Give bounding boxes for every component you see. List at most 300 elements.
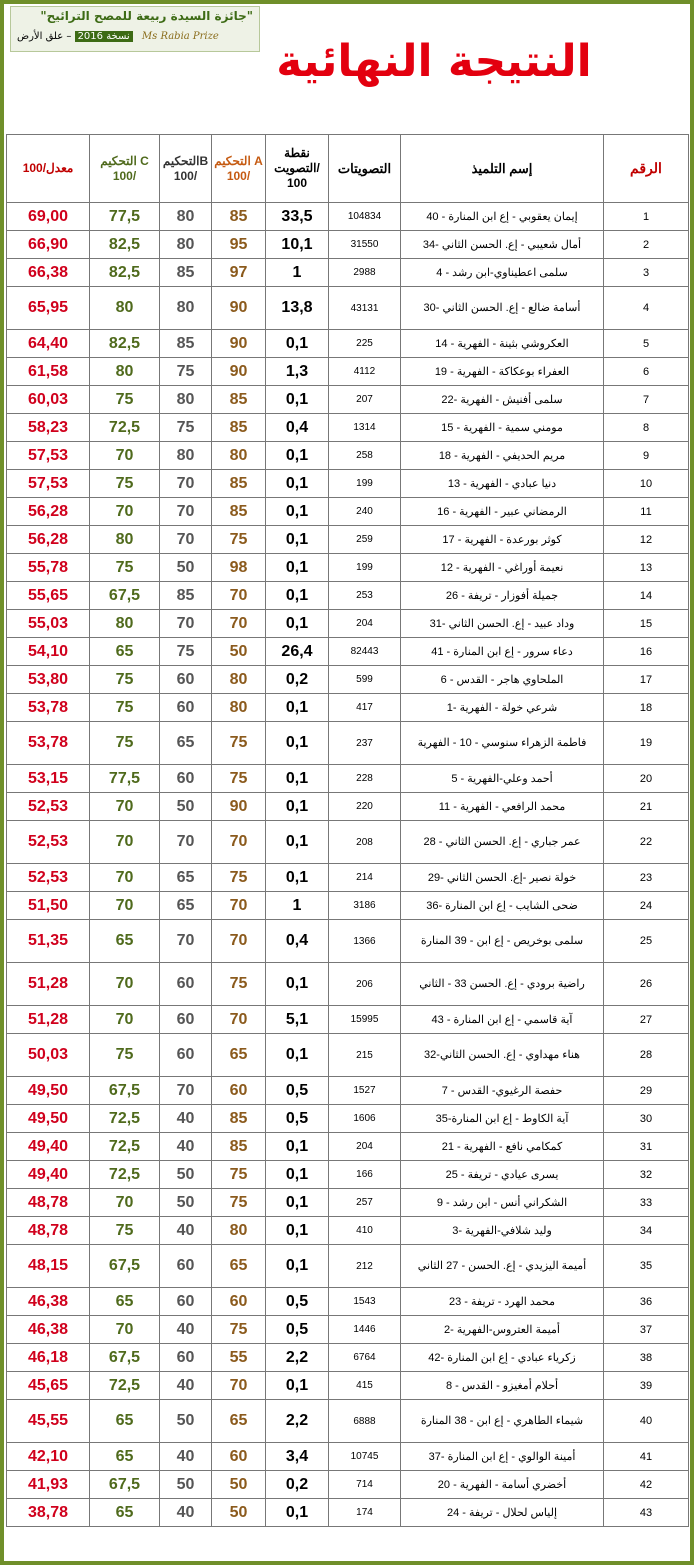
average-cell: 60,03 [7, 386, 90, 414]
judge-c-cell: 82,5 [90, 330, 160, 358]
vote-score-cell: 0,1 [266, 963, 329, 1006]
average-cell: 66,38 [7, 259, 90, 287]
average-cell: 46,38 [7, 1288, 90, 1316]
judge-c-cell: 70 [90, 1006, 160, 1034]
votes-cell: 237 [329, 722, 401, 765]
judge-c-cell: 75 [90, 554, 160, 582]
judge-b-cell: 50 [160, 793, 212, 821]
average-cell: 46,38 [7, 1316, 90, 1344]
table-row [7, 1344, 689, 1372]
average-cell: 41,93 [7, 1471, 90, 1499]
column-header-rank: الرقم [604, 135, 689, 203]
average-cell: 49,40 [7, 1133, 90, 1161]
average-cell: 51,28 [7, 963, 90, 1006]
average-cell: 64,40 [7, 330, 90, 358]
judge-c-cell: 77,5 [90, 765, 160, 793]
judge-c-cell: 75 [90, 386, 160, 414]
average-cell: 57,53 [7, 442, 90, 470]
judge-b-cell: 80 [160, 203, 212, 231]
judge-c-cell: 65 [90, 1499, 160, 1527]
student-name-cell: وليد شلافي-الفهرية -3 [401, 1217, 604, 1245]
vote-score-cell: 0,1 [266, 610, 329, 638]
rank-cell: 43 [604, 1499, 689, 1527]
vote-score-cell: 0,1 [266, 442, 329, 470]
rank-cell: 36 [604, 1288, 689, 1316]
student-name-cell: نعيمة أوراغي - الفهرية - 12 [401, 554, 604, 582]
judge-c-cell: 75 [90, 722, 160, 765]
average-cell: 65,95 [7, 287, 90, 330]
student-name-cell: جميلة أفوزار - تريفة - 26 [401, 582, 604, 610]
student-name-cell: كمكامي نافع - الفهرية - 21 [401, 1133, 604, 1161]
table-row [7, 1372, 689, 1400]
student-name-cell: سلمى اعطيناوي-ابن رشد - 4 [401, 259, 604, 287]
votes-cell: 3186 [329, 892, 401, 920]
judge-c-cell: 67,5 [90, 1344, 160, 1372]
judge-b-cell: 65 [160, 892, 212, 920]
judge-c-cell: 77,5 [90, 203, 160, 231]
vote-score-cell: 2,2 [266, 1400, 329, 1443]
votes-cell: 225 [329, 330, 401, 358]
judge-c-cell: 70 [90, 892, 160, 920]
average-cell: 52,53 [7, 821, 90, 864]
judge-a-label: التحكيم A 100/ [214, 153, 263, 183]
judge-b-cell: 50 [160, 1400, 212, 1443]
average-cell: 45,55 [7, 1400, 90, 1443]
table-row [7, 1316, 689, 1344]
rank-cell: 33 [604, 1189, 689, 1217]
judge-b-cell: 70 [160, 526, 212, 554]
table-row [7, 1245, 689, 1288]
rank-cell: 3 [604, 259, 689, 287]
judge-a-cell: 70 [212, 610, 266, 638]
judge-b-cell: 40 [160, 1443, 212, 1471]
rank-cell: 39 [604, 1372, 689, 1400]
judge-b-cell: 60 [160, 1344, 212, 1372]
logo-title: "جائزة السيدة ربيعة للمصح الترائيح" [40, 9, 253, 23]
average-cell: 55,65 [7, 582, 90, 610]
judge-b-cell: 40 [160, 1499, 212, 1527]
judge-b-cell: 60 [160, 666, 212, 694]
judge-b-cell: 70 [160, 821, 212, 864]
vote-score-cell: 0,1 [266, 722, 329, 765]
vote-score-cell: 0,2 [266, 1471, 329, 1499]
judge-c-cell: 82,5 [90, 231, 160, 259]
judge-b-cell: 40 [160, 1217, 212, 1245]
judge-a-cell: 80 [212, 666, 266, 694]
votes-cell: 104834 [329, 203, 401, 231]
rank-cell: 10 [604, 470, 689, 498]
judge-c-cell: 72,5 [90, 1105, 160, 1133]
judge-a-cell: 75 [212, 963, 266, 1006]
vote-score-cell: 0,1 [266, 1372, 329, 1400]
votes-cell: 6888 [329, 1400, 401, 1443]
average-cell: 61,58 [7, 358, 90, 386]
judge-c-cell: 70 [90, 442, 160, 470]
student-name-cell: سلمى أفنيش - الفهرية -22 [401, 386, 604, 414]
judge-a-cell: 98 [212, 554, 266, 582]
judge-c-cell: 80 [90, 526, 160, 554]
vote-score-cell: 0,5 [266, 1077, 329, 1105]
table-row [7, 1217, 689, 1245]
table-row [7, 414, 689, 442]
votes-cell: 257 [329, 1189, 401, 1217]
table-row [7, 1133, 689, 1161]
vote-score-cell: 0,5 [266, 1316, 329, 1344]
judge-a-cell: 70 [212, 582, 266, 610]
logo-subline [17, 31, 219, 42]
judge-a-cell: 65 [212, 1400, 266, 1443]
judge-b-cell: 50 [160, 554, 212, 582]
rank-cell: 20 [604, 765, 689, 793]
table-row [7, 582, 689, 610]
average-cell: 56,28 [7, 498, 90, 526]
judge-a-cell: 85 [212, 203, 266, 231]
judge-c-cell: 70 [90, 793, 160, 821]
judge-b-cell: 60 [160, 1288, 212, 1316]
table-row [7, 1161, 689, 1189]
judge-c-cell: 80 [90, 358, 160, 386]
judge-b-cell: 40 [160, 1316, 212, 1344]
student-name-cell: محمد الهرد - تريفة - 23 [401, 1288, 604, 1316]
judge-a-cell: 60 [212, 1077, 266, 1105]
judge-b-cell: 75 [160, 414, 212, 442]
student-name-cell: العكروشي بثينة - الفهرية - 14 [401, 330, 604, 358]
judge-b-cell: 85 [160, 582, 212, 610]
judge-a-cell: 97 [212, 259, 266, 287]
rank-cell: 1 [604, 203, 689, 231]
vote-score-cell: 0,1 [266, 554, 329, 582]
judge-c-cell: 67,5 [90, 1471, 160, 1499]
vote-score-cell: 13,8 [266, 287, 329, 330]
vote-score-cell: 0,5 [266, 1105, 329, 1133]
vote-score-cell: 0,1 [266, 1161, 329, 1189]
page-title: النتيجة النهائية [276, 36, 592, 87]
vote-score-cell: 0,1 [266, 1034, 329, 1077]
student-name-cell: فاطمة الزهراء سنوسي - 10 - الفهرية [401, 722, 604, 765]
table-row [7, 1189, 689, 1217]
votes-cell: 174 [329, 1499, 401, 1527]
votes-cell: 599 [329, 666, 401, 694]
rank-cell: 24 [604, 892, 689, 920]
header-row [7, 135, 689, 203]
judge-a-cell: 75 [212, 864, 266, 892]
vote-score-cell: 0,1 [266, 1499, 329, 1527]
results-body [7, 203, 689, 1527]
results-table [6, 134, 689, 1527]
column-header-judge-c [90, 135, 160, 203]
rank-cell: 17 [604, 666, 689, 694]
votes-cell: 1314 [329, 414, 401, 442]
rank-cell: 40 [604, 1400, 689, 1443]
judge-b-cell: 65 [160, 864, 212, 892]
student-name-cell: الشكراني أنس - ابن رشد - 9 [401, 1189, 604, 1217]
logo-edition: نسخة 2016 [75, 31, 133, 42]
judge-c-cell: 75 [90, 1034, 160, 1077]
table-row [7, 358, 689, 386]
student-name-cell: الملحاوي هاجر - القدس - 6 [401, 666, 604, 694]
student-name-cell: دنيا عبادي - الفهرية - 13 [401, 470, 604, 498]
votes-cell: 417 [329, 694, 401, 722]
average-cell: 57,53 [7, 470, 90, 498]
judge-b-cell: 40 [160, 1133, 212, 1161]
rank-cell: 12 [604, 526, 689, 554]
vote-score-cell: 0,1 [266, 1133, 329, 1161]
average-cell: 51,50 [7, 892, 90, 920]
vote-score-cell: 0,1 [266, 821, 329, 864]
table-row [7, 1006, 689, 1034]
vote-score-cell: 0,1 [266, 765, 329, 793]
student-name-cell: وداد عبيد - إع. الحسن الثاني -31 [401, 610, 604, 638]
table-row [7, 610, 689, 638]
average-cell: 54,10 [7, 638, 90, 666]
table-row [7, 526, 689, 554]
student-name-cell: شرعي خولة - الفهرية -1 [401, 694, 604, 722]
votes-cell: 1527 [329, 1077, 401, 1105]
judge-c-cell: 65 [90, 638, 160, 666]
judge-b-cell: 85 [160, 259, 212, 287]
average-cell: 69,00 [7, 203, 90, 231]
student-name-cell: أمينة الوالوي - إع ابن المنارة -37 [401, 1443, 604, 1471]
judge-a-cell: 90 [212, 287, 266, 330]
table-row [7, 554, 689, 582]
judge-c-cell: 75 [90, 694, 160, 722]
student-name-cell: كوثر بورعدة - الفهرية - 17 [401, 526, 604, 554]
votes-cell: 6764 [329, 1344, 401, 1372]
table-row [7, 498, 689, 526]
judge-b-cell: 70 [160, 470, 212, 498]
judge-b-cell: 65 [160, 722, 212, 765]
judge-c-cell: 70 [90, 498, 160, 526]
student-name-cell: إلياس لحلال - تريفة - 24 [401, 1499, 604, 1527]
judge-c-cell: 72,5 [90, 1372, 160, 1400]
votes-cell: 208 [329, 821, 401, 864]
average-cell: 53,15 [7, 765, 90, 793]
average-cell: 66,90 [7, 231, 90, 259]
judge-b-cell: 70 [160, 920, 212, 963]
average-cell: 53,80 [7, 666, 90, 694]
vote-score-cell: 0,1 [266, 526, 329, 554]
judge-c-cell: 80 [90, 610, 160, 638]
table-row [7, 892, 689, 920]
judge-a-cell: 85 [212, 1105, 266, 1133]
votes-cell: 4112 [329, 358, 401, 386]
judge-c-cell: 65 [90, 1400, 160, 1443]
judge-c-cell: 70 [90, 963, 160, 1006]
average-cell: 49,50 [7, 1105, 90, 1133]
judge-a-cell: 60 [212, 1443, 266, 1471]
average-cell: 55,78 [7, 554, 90, 582]
judge-c-cell: 70 [90, 864, 160, 892]
judge-a-cell: 80 [212, 694, 266, 722]
rank-cell: 14 [604, 582, 689, 610]
student-name-cell: أحلام أمغيزو - القدس - 8 [401, 1372, 604, 1400]
judge-c-cell: 65 [90, 920, 160, 963]
judge-b-cell: 85 [160, 330, 212, 358]
vote-score-cell: 3,4 [266, 1443, 329, 1471]
rank-cell: 38 [604, 1344, 689, 1372]
rank-cell: 34 [604, 1217, 689, 1245]
average-cell: 55,03 [7, 610, 90, 638]
vote-score-cell: 0,1 [266, 1189, 329, 1217]
judge-b-cell: 40 [160, 1105, 212, 1133]
judge-a-cell: 85 [212, 470, 266, 498]
votes-cell: 1366 [329, 920, 401, 963]
judge-a-cell: 65 [212, 1245, 266, 1288]
average-cell: 53,78 [7, 722, 90, 765]
rank-cell: 31 [604, 1133, 689, 1161]
votes-cell: 31550 [329, 231, 401, 259]
vote-score-cell: 0,1 [266, 864, 329, 892]
judge-a-cell: 70 [212, 1372, 266, 1400]
table-row [7, 1034, 689, 1077]
vote-score-cell: 2,2 [266, 1344, 329, 1372]
table-row [7, 470, 689, 498]
table-row [7, 1443, 689, 1471]
judge-c-cell: 82,5 [90, 259, 160, 287]
student-name-cell: هناء مهداوي - إع. الحسن الثاني-32 [401, 1034, 604, 1077]
table-row [7, 1288, 689, 1316]
judge-a-cell: 90 [212, 793, 266, 821]
vote-score-cell: 0,1 [266, 694, 329, 722]
vote-score-cell: 0,1 [266, 498, 329, 526]
logo-prize: Ms Rabia Prize [141, 31, 219, 42]
judge-a-cell: 50 [212, 1471, 266, 1499]
judge-a-cell: 85 [212, 1133, 266, 1161]
vote-score-cell: 0,5 [266, 1288, 329, 1316]
student-name-cell: آية قاسمي - إع ابن المنارة - 43 [401, 1006, 604, 1034]
votes-cell: 215 [329, 1034, 401, 1077]
column-header-average: معدل/100 [7, 135, 90, 203]
judge-b-cell: 80 [160, 231, 212, 259]
rank-cell: 29 [604, 1077, 689, 1105]
table-row [7, 666, 689, 694]
table-row [7, 231, 689, 259]
votes-cell: 259 [329, 526, 401, 554]
average-cell: 52,53 [7, 793, 90, 821]
table-row [7, 203, 689, 231]
rank-cell: 32 [604, 1161, 689, 1189]
rank-cell: 7 [604, 386, 689, 414]
prize-logo [10, 6, 260, 52]
header [4, 4, 690, 130]
average-cell: 50,03 [7, 1034, 90, 1077]
judge-c-label: التحكيم C 100/ [100, 153, 149, 183]
judge-b-cell: 70 [160, 498, 212, 526]
student-name-cell: أحمد وعلي-الفهرية - 5 [401, 765, 604, 793]
student-name-cell: يسرى عيادي - تريفة - 25 [401, 1161, 604, 1189]
votes-cell: 2988 [329, 259, 401, 287]
judge-a-cell: 50 [212, 638, 266, 666]
average-cell: 52,53 [7, 864, 90, 892]
judge-a-cell: 90 [212, 330, 266, 358]
table-row [7, 694, 689, 722]
average-cell: 51,35 [7, 920, 90, 963]
student-name-cell: إيمان يعقوبي - إع ابن المنارة - 40 [401, 203, 604, 231]
judge-c-cell: 70 [90, 1189, 160, 1217]
judge-a-cell: 60 [212, 1288, 266, 1316]
student-name-cell: العفراء بوعكاكة - الفهرية - 19 [401, 358, 604, 386]
judge-a-cell: 70 [212, 821, 266, 864]
logo-sub: – علق الأرض [17, 31, 72, 42]
rank-cell: 23 [604, 864, 689, 892]
judge-b-cell: 75 [160, 358, 212, 386]
table-row [7, 1471, 689, 1499]
average-cell: 48,78 [7, 1217, 90, 1245]
votes-cell: 199 [329, 470, 401, 498]
judge-c-cell: 72,5 [90, 414, 160, 442]
votes-cell: 415 [329, 1372, 401, 1400]
student-name-cell: عمر جباري - إع. الحسن الثاني - 28 [401, 821, 604, 864]
student-name-cell: أميمة اليزيدي - إع. الحسن - 27 الثاني [401, 1245, 604, 1288]
votes-cell: 1446 [329, 1316, 401, 1344]
average-cell: 48,78 [7, 1189, 90, 1217]
student-name-cell: آية الكاوط - إع ابن المنارة-35 [401, 1105, 604, 1133]
vote-score-cell: 0,1 [266, 386, 329, 414]
rank-cell: 27 [604, 1006, 689, 1034]
judge-b-cell: 75 [160, 638, 212, 666]
judge-c-cell: 75 [90, 1217, 160, 1245]
votes-cell: 82443 [329, 638, 401, 666]
votes-cell: 10745 [329, 1443, 401, 1471]
judge-b-cell: 60 [160, 1245, 212, 1288]
votes-cell: 253 [329, 582, 401, 610]
judge-a-cell: 80 [212, 442, 266, 470]
rank-cell: 13 [604, 554, 689, 582]
average-cell: 49,40 [7, 1161, 90, 1189]
vote-score-cell: 0,1 [266, 793, 329, 821]
table-row [7, 963, 689, 1006]
average-cell: 48,15 [7, 1245, 90, 1288]
column-header-judge-a [212, 135, 266, 203]
student-name-cell: دعاء سرور - إع ابن المنارة - 41 [401, 638, 604, 666]
table-row [7, 765, 689, 793]
column-header-judge-b [160, 135, 212, 203]
rank-cell: 18 [604, 694, 689, 722]
column-header-name: إسم التلميذ [401, 135, 604, 203]
rank-cell: 22 [604, 821, 689, 864]
student-name-cell: أميمة العتروس-الفهرية -2 [401, 1316, 604, 1344]
rank-cell: 2 [604, 231, 689, 259]
rank-cell: 11 [604, 498, 689, 526]
student-name-cell: أسامة ضالع - إع. الحسن الثاني -30 [401, 287, 604, 330]
votes-cell: 15995 [329, 1006, 401, 1034]
judge-a-cell: 50 [212, 1499, 266, 1527]
column-header-vote-score [266, 135, 329, 203]
table-row [7, 330, 689, 358]
student-name-cell: مريم الحديفي - الفهرية - 18 [401, 442, 604, 470]
student-name-cell: أمال شعيبي - إع. الحسن الثاني -34 [401, 231, 604, 259]
column-header-votes: التصويتات [329, 135, 401, 203]
judge-b-cell: 40 [160, 1372, 212, 1400]
votes-cell: 714 [329, 1471, 401, 1499]
table-row [7, 386, 689, 414]
student-name-cell: أخضري أسامة - الفهرية - 20 [401, 1471, 604, 1499]
judge-a-cell: 75 [212, 1189, 266, 1217]
average-cell: 42,10 [7, 1443, 90, 1471]
votes-cell: 220 [329, 793, 401, 821]
table-row [7, 722, 689, 765]
judge-a-cell: 70 [212, 1006, 266, 1034]
rank-cell: 28 [604, 1034, 689, 1077]
votes-cell: 43131 [329, 287, 401, 330]
judge-a-cell: 55 [212, 1344, 266, 1372]
student-name-cell: مومني سمية - الفهرية - 15 [401, 414, 604, 442]
vote-score-cell: 0,1 [266, 1217, 329, 1245]
judge-a-cell: 80 [212, 1217, 266, 1245]
vote-score-cell: 0,4 [266, 414, 329, 442]
vote-score-cell: 0,2 [266, 666, 329, 694]
judge-a-cell: 85 [212, 414, 266, 442]
